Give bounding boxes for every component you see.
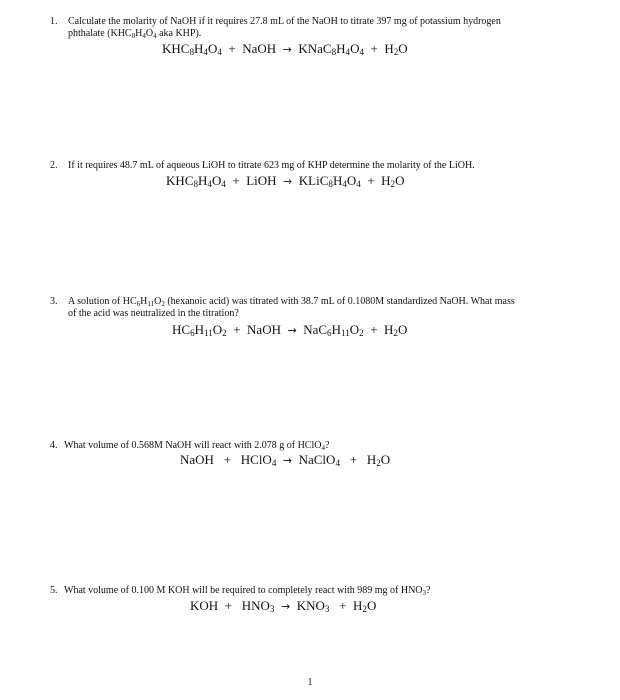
question-1-text-line1: Calculate the molarity of NaOH if it requires 27.8 mL of the NaOH to titrate 397 mg of potassium hydrogen: [68, 16, 501, 27]
question-3-equation: $HC_6H_{11}O_2$ + NaOH → $NaC_6H_{11}O_2 + H_2O$: [172, 322, 408, 338]
question-4-text-line1: What volume of 0.568M NaOH will react with 2.078 g of HClO$_4$?: [64, 440, 330, 452]
question-5-number: 5.: [50, 585, 58, 596]
question-5-equation: KOH + $HNO_3 \to KNO_3 + H_2O$: [190, 598, 377, 614]
question-2-equation: $KHC_8H_4O_4$ + LiOH → $KLiC_8H_4O_4 + H_2O$: [166, 173, 405, 189]
question-1-number: 1.: [50, 16, 58, 27]
question-2-text-line1: If it requires 48.7 mL of aqueous LiOH to titrate 623 mg of KHP determine the molarity of the LiOH.: [68, 160, 475, 171]
question-3-number: 3.: [50, 296, 58, 307]
question-2-number: 2.: [50, 160, 58, 171]
question-4-equation: NaOH + HClO$_4$ → NaClO$_4$ + $H_2O$: [180, 452, 391, 468]
question-1-text-line2: phthalate ($KHC_8H_4O_4$ aka KHP).: [68, 28, 202, 40]
question-3-text-line2: of the acid was neutralized in the titration?: [68, 308, 239, 319]
question-5-text-line1: What volume of 0.100 M KOH will be required to completely react with 989 mg of $HNO_3$?: [64, 585, 431, 597]
question-4-number: 4.: [50, 440, 58, 451]
page-number: 1: [307, 677, 313, 688]
question-3-text-line1: A solution of $HC_6H_{11}O_2$ (hexanoic acid) was titrated with 38.7 mL of 0.1080M standardized NaOH. What mass: [68, 296, 515, 308]
question-1-equation: $KHC_8H_4O_4$ + NaOH → $KNaC_8H_4O_4 + H_2O$: [162, 41, 408, 57]
